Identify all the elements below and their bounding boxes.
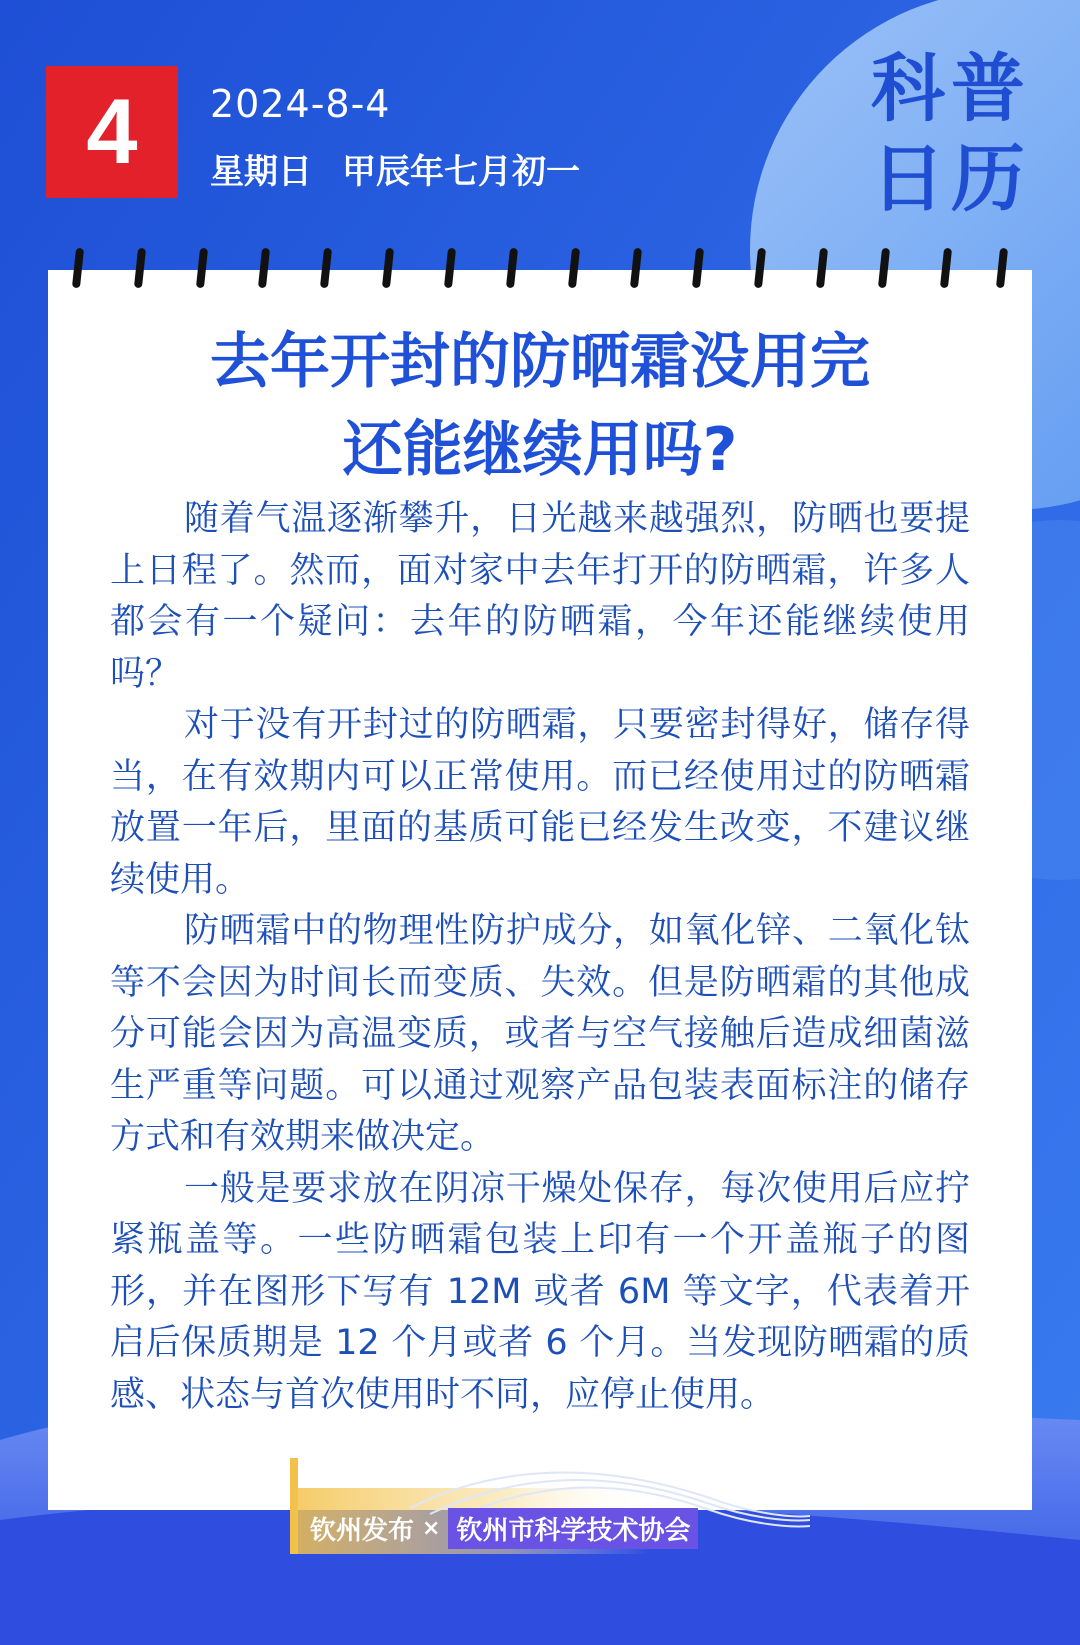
article-title-line-2: 还能继续用吗? (342, 415, 738, 485)
footer-separator: × (422, 1516, 441, 1541)
weekday-text: 星期日 (210, 152, 312, 192)
article-body (110, 494, 970, 1421)
day-number: 4 (86, 81, 138, 183)
paragraph: 防晒霜中的物理性防护成分，如氧化锌、二氧化钛等不会因为时间长而变质、失效。但是防晒霜的其他成分可能会因为高温变质，或者与空气接触后造成细菌滋生严重等问题。可以通过观察产品包装表面标注的储存方式和有效期来做决定。 (110, 911, 970, 1157)
paragraph: 一般是要求放在阴凉干燥处保存，每次使用后应拧紧瓶盖等。一些防晒霜包装上印有一个开盖瓶子的图形，并在图形下写有 12M 或者 6M 等文字，代表着开启后保质期是 12 个月或者 6 个月。当发现防晒霜的质感、状态与首次使用时不同，应停止使用。 (110, 1168, 970, 1415)
article-title (48, 318, 1032, 494)
brand-line-1: 科普 (871, 46, 1031, 132)
paragraph: 随着气温逐渐攀升，日光越来越强烈，防晒也要提上日程了。然而，面对家中去年打开的防晒霜，许多人都会有一个疑问：去年的防晒霜，今年还能继续使用吗？ (110, 499, 970, 694)
paragraph: 对于没有开封过的防晒霜，只要密封得好，储存得当，在有效期内可以正常使用。而已经使用过的防晒霜放置一年后，里面的基质可能已经发生改变，不建议继续使用。 (110, 705, 970, 900)
article-title-line-1: 去年开封的防晒霜没用完 (210, 327, 870, 397)
binder-rings (70, 248, 1010, 298)
footer-publisher: 钦州发布 (310, 1516, 415, 1546)
brand-title (866, 44, 1036, 225)
lunar-date-text: 甲辰年七月初一 (342, 152, 580, 192)
date-text: 2024-8-4 (210, 82, 391, 126)
day-badge (46, 66, 178, 198)
footer-credit (310, 1508, 698, 1549)
footer-association: 钦州市科学技术协会 (448, 1508, 698, 1549)
weekday-line (210, 144, 580, 193)
brand-line-2: 日历 (871, 136, 1031, 223)
